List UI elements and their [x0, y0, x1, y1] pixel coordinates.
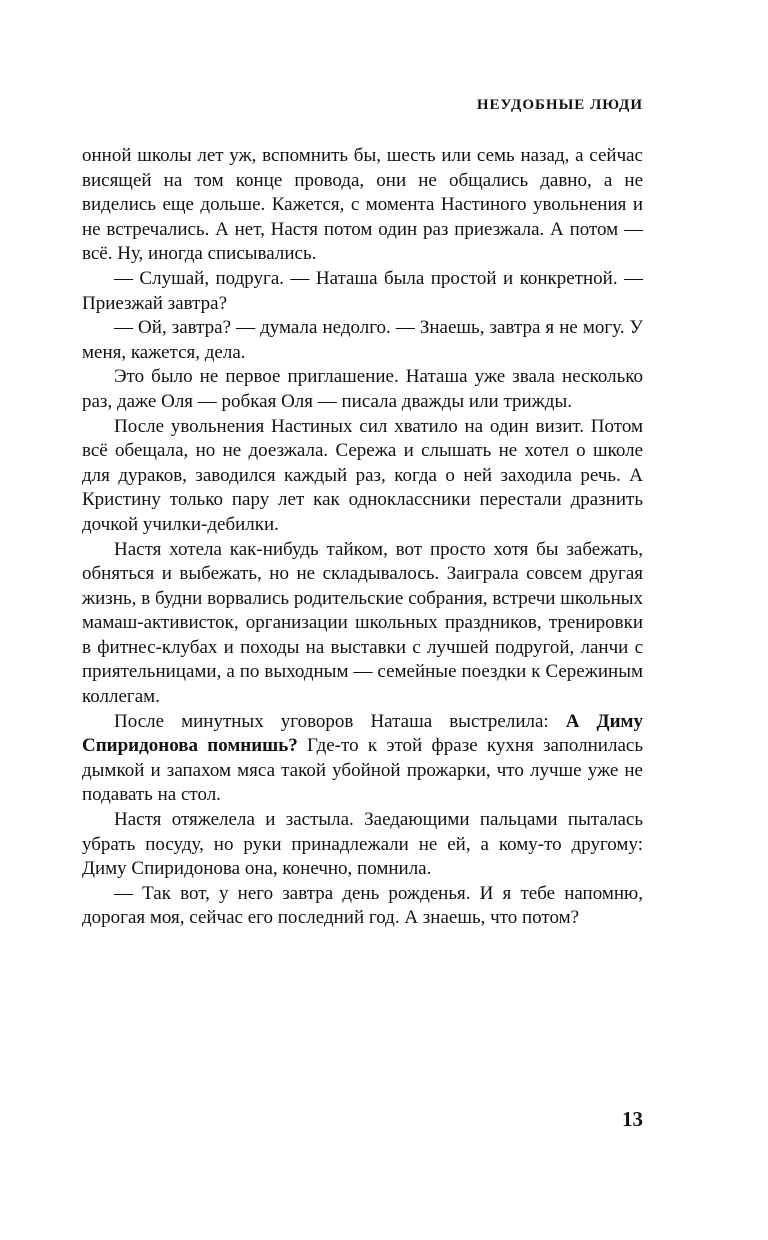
paragraph-6: Настя хотела как-нибудь тайком, вот просто хотя бы забежать, обняться и выбежать, но не складывалось. Заиграла совсем другая жизнь, в будни ворвались родительские собрания, встречи школьных мамаш-активисток, организации школьных праздников, тренировки в фитнес-клубах и походы на выставки с лучшей подругой, ланчи с приятельницами, а по выходным — семейные поездки к Сережиным коллегам.: [82, 538, 643, 708]
paragraph-4: Это было не первое приглашение. Наташа уже звала несколько раз, даже Оля — робкая Оля — писала дважды или трижды.: [82, 366, 643, 412]
paragraph-2: — Слушай, подруга. — Наташа была простой и конкретной. — Приезжай завтра?: [82, 267, 643, 314]
page-body: [82, 144, 643, 931]
paragraph-7: [82, 710, 643, 808]
running-header: НЕУДОБНЫЕ ЛЮДИ: [476, 97, 643, 113]
page-number: 13: [622, 1107, 643, 1131]
paragraph-3: — Ой, завтра? — думала недолго. — Знаешь, завтра я не могу. У меня, кажется, дела.: [82, 317, 643, 363]
paragraph-7-start: После минутных уговоров Наташа выстрелила:: [114, 710, 566, 732]
paragraph-7-end: Где-то к этой фразе кухня заполнилась дымкой и запахом мяса такой убойной прожарки, что лучше уже не подавать на стол.: [82, 735, 643, 806]
paragraph-5: После увольнения Настиных сил хватило на один визит. Потом всё обещала, но не доезжала. Сережа и слышать не хотел о школе для дураков, заводился каждый раз, когда о ней заходила речь. А Кристину только пару лет как одноклассники перестали дразнить дочкой училки-дебилки.: [82, 415, 643, 535]
paragraph-7-bold-phrase: А Диму Спиридонова помнишь?: [82, 710, 643, 757]
paragraph-9: — Так вот, у него завтра день рожденья. И я тебе напомню, дорогая моя, сейчас его последний год. А знаешь, что потом?: [82, 882, 643, 929]
paragraph-1: онной школы лет уж, вспомнить бы, шесть или семь назад, а сейчас висящей на том конце провода, они не общались давно, а не виделись еще дольше. Кажется, с момента Настиного увольнения и не встречались. А нет, Настя потом один раз приезжала. А потом — всё. Ну, иногда списывались.: [82, 145, 643, 265]
paragraph-8: Настя отяжелела и застыла. Заедающими пальцами пыталась убрать посуду, но руки принадлежали не ей, а кому-то другому: Диму Спиридонова она, конечно, помнила.: [82, 809, 643, 880]
